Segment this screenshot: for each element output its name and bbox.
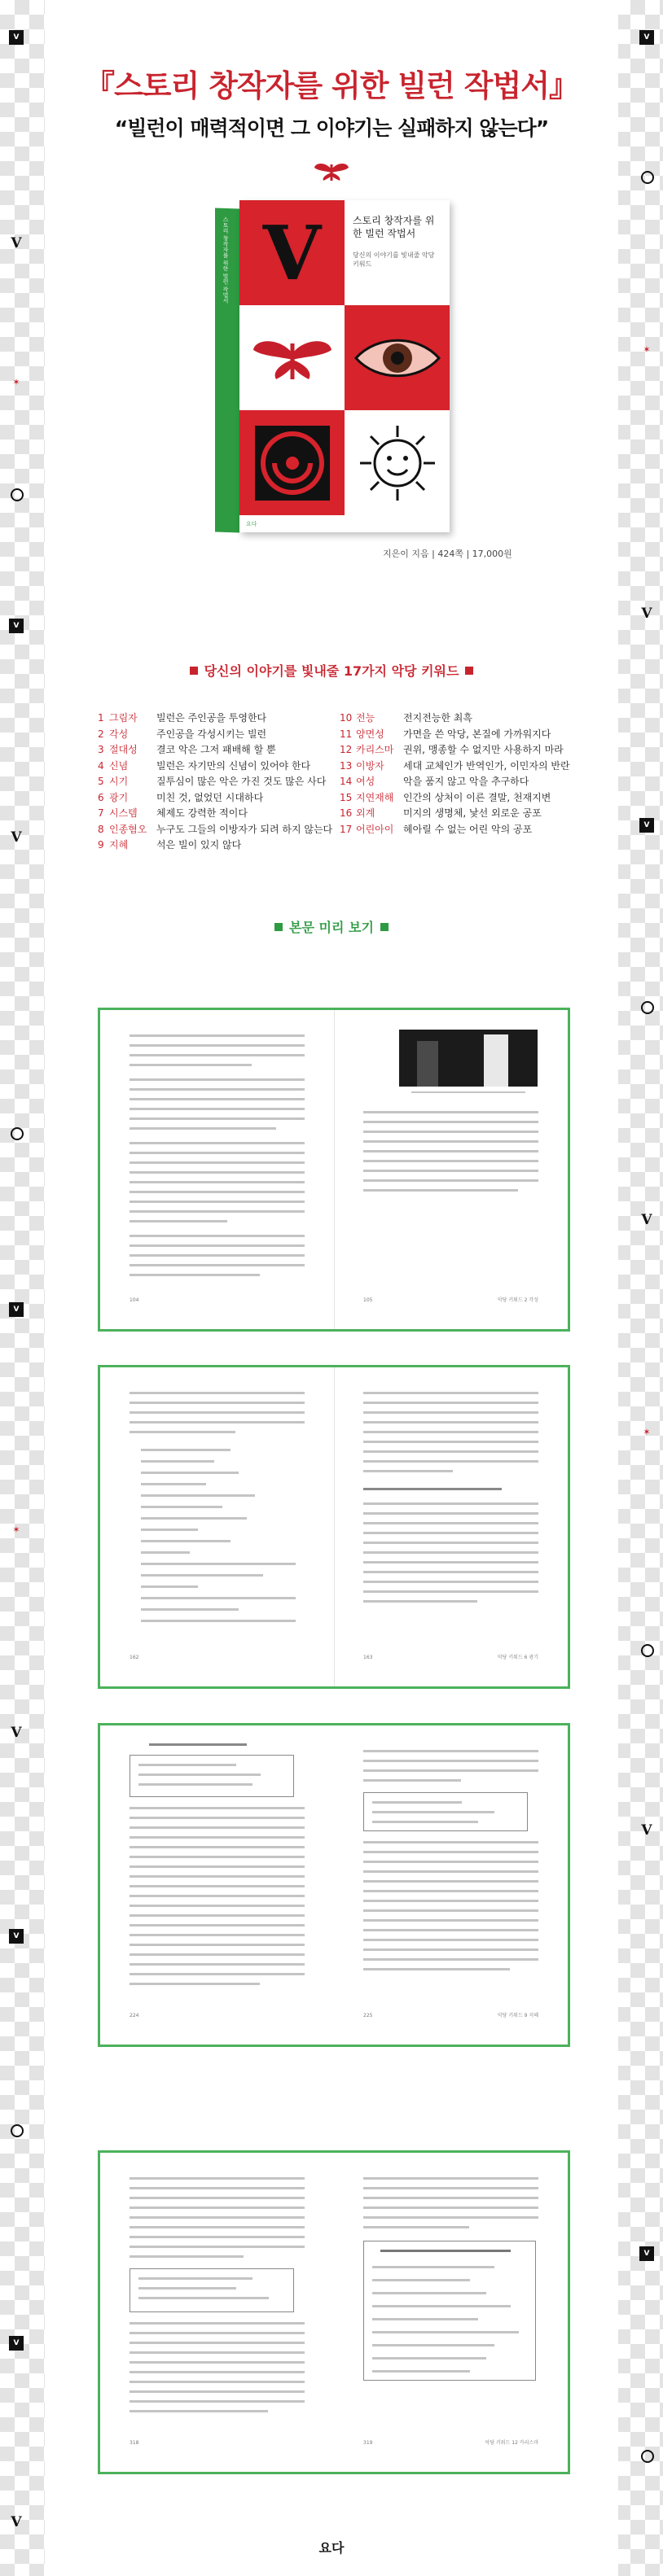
keyword-item: 3 절대성 결코 악은 그저 패배해 할 뿐 bbox=[98, 744, 276, 755]
square-v-icon: V bbox=[639, 30, 654, 45]
preview-box bbox=[130, 2268, 294, 2312]
keyword-item: 9 지혜 석은 빌이 있지 않다 bbox=[98, 839, 242, 851]
spiral-icon bbox=[255, 426, 330, 501]
square-v-icon: V bbox=[639, 2246, 654, 2261]
v-letter-icon: V bbox=[641, 1822, 652, 1839]
film-still-image bbox=[399, 1030, 538, 1087]
page-number: 105 bbox=[363, 1297, 373, 1303]
cover-spiral-cell bbox=[239, 410, 345, 515]
square-bullet-icon bbox=[190, 667, 198, 675]
sun-face-icon bbox=[11, 2124, 24, 2137]
cover-moth-cell bbox=[239, 305, 345, 410]
square-v-icon: V bbox=[9, 2336, 24, 2351]
cover-title: 스토리 창작자를 위한 빌런 작법서 bbox=[353, 215, 435, 239]
moth-icon bbox=[252, 334, 333, 383]
keyword-item: 6 광기 미친 것, 없었던 시대하다 bbox=[98, 791, 264, 803]
sun-face-icon bbox=[641, 1644, 654, 1657]
v-letter-icon: V bbox=[641, 1212, 652, 1228]
preview-box bbox=[130, 1755, 294, 1797]
square-v-icon: V bbox=[9, 1929, 24, 1944]
sun-face-icon bbox=[641, 1001, 654, 1014]
keyword-item: 11 양면성 가면을 쓴 악당, 본질에 가까워지다 bbox=[340, 728, 551, 740]
keyword-item: 5 시기 질투심이 많은 악은 가진 것도 많은 사다 bbox=[98, 776, 327, 787]
moth-icon: ✶ bbox=[643, 343, 651, 355]
keyword-item: 8 인종혐오 누구도 그들의 이방자가 되려 하지 않는다 bbox=[98, 823, 333, 835]
keyword-item: 17 어린아이 헤아릴 수 없는 어린 악의 공포 bbox=[340, 823, 533, 835]
preview-box bbox=[363, 1792, 528, 1831]
moth-icon: ✶ bbox=[643, 1426, 651, 1437]
publisher-logo: 요다 bbox=[318, 2540, 345, 2556]
preview-page-right bbox=[334, 1010, 568, 1329]
page-number: 319 bbox=[363, 2440, 373, 2446]
preview-spread bbox=[98, 1008, 570, 1332]
keywords-left-column bbox=[98, 711, 332, 854]
keyword-item: 7 시스템 체제도 강력한 적이다 bbox=[98, 807, 248, 819]
preview-page-left bbox=[100, 2153, 335, 2472]
page-title: 『스토리 창작자를 위한 빌런 작법서』 bbox=[85, 68, 578, 103]
square-v-icon: V bbox=[9, 30, 24, 45]
keyword-item: 16 외계 미지의 생명체, 낯선 외로운 공포 bbox=[340, 807, 542, 819]
sun-face-icon bbox=[641, 2450, 654, 2463]
book-spine bbox=[215, 208, 239, 532]
page-number: 104 bbox=[130, 1297, 139, 1303]
keyword-item: 1 그림자 빌런은 주인공을 투영한다 bbox=[98, 712, 267, 724]
cover-v-cell bbox=[239, 200, 345, 305]
v-letter-icon: V bbox=[11, 2514, 22, 2530]
preview-page-right bbox=[334, 2153, 568, 2472]
preview-spread bbox=[98, 1365, 570, 1689]
cover-subtitle: 당신의 이야기를 빛내줄 악당 키워드 bbox=[353, 251, 435, 268]
running-header: 악당 키워드 12 카리스마 bbox=[485, 2440, 538, 2446]
running-header: 악당 키워드 9 지혜 bbox=[497, 2013, 538, 2018]
cover-publisher: 요다 bbox=[239, 516, 450, 532]
keyword-item: 15 지연재해 인간의 상처이 이른 결말, 천재지변 bbox=[340, 791, 551, 803]
page-number: 163 bbox=[363, 1655, 373, 1660]
keyword-item: 4 신념 빌런은 자기만의 신념이 있어야 한다 bbox=[98, 759, 311, 772]
moth-icon bbox=[314, 160, 349, 184]
square-v-icon: V bbox=[9, 619, 24, 633]
preview-spread bbox=[98, 1723, 570, 2047]
keyword-item: 12 카리스마 권위, 맹종할 수 없지만 사용하지 마라 bbox=[340, 744, 564, 755]
square-bullet-icon bbox=[465, 667, 473, 675]
keywords-right-column bbox=[340, 711, 570, 838]
sun-face-icon bbox=[11, 1127, 24, 1140]
sun-face-icon bbox=[641, 171, 654, 184]
keyword-item: 10 전능 전지전능한 최흑 bbox=[340, 712, 472, 724]
running-header: 악당 키워드 6 광기 bbox=[497, 1655, 538, 1660]
square-bullet-icon bbox=[380, 923, 389, 931]
v-letter-icon: V bbox=[641, 606, 652, 622]
square-v-icon: V bbox=[639, 818, 654, 833]
sun-face-icon bbox=[11, 488, 24, 501]
page-number: 224 bbox=[130, 2013, 139, 2018]
keywords-heading bbox=[0, 661, 663, 680]
keywords-heading-text: 당신의 이야기를 빛내줄 17가지 악당 키워드 bbox=[204, 663, 459, 679]
preview-heading-text: 본문 미리 보기 bbox=[289, 920, 374, 935]
eye-icon bbox=[353, 330, 442, 387]
page-number: 162 bbox=[130, 1655, 139, 1660]
v-letter-icon: V bbox=[11, 235, 22, 251]
preview-heading bbox=[0, 917, 663, 936]
keyword-item: 13 이방자 세대 교체인가 반역인가, 이민자의 반란 bbox=[340, 759, 570, 772]
book-cover-image bbox=[215, 200, 451, 542]
square-bullet-icon bbox=[274, 923, 283, 931]
keyword-item: 2 각성 주인공을 각성시키는 빌런 bbox=[98, 728, 267, 740]
preview-page-right bbox=[334, 1367, 568, 1686]
preview-spread bbox=[98, 2150, 570, 2474]
cover-v-letter: V bbox=[262, 208, 322, 297]
v-letter-icon: V bbox=[11, 829, 22, 846]
preview-page-right bbox=[334, 1725, 568, 2045]
cover-title-cell bbox=[345, 200, 450, 305]
v-letter-icon: V bbox=[11, 1725, 22, 1741]
preview-page-left bbox=[100, 1010, 335, 1329]
preview-page-left bbox=[100, 1367, 335, 1686]
running-header: 악당 키워드 2 각성 bbox=[497, 1297, 538, 1303]
page-subtitle: “빌런이 매력적이면 그 이야기는 실패하지 않는다” bbox=[114, 116, 549, 140]
book-front bbox=[239, 200, 450, 532]
page-number: 225 bbox=[363, 2013, 373, 2018]
moth-icon: ✶ bbox=[12, 376, 20, 387]
sun-face-icon bbox=[358, 424, 437, 502]
cover-eye-cell bbox=[345, 305, 450, 410]
cover-sun-cell bbox=[345, 410, 450, 515]
page-number: 318 bbox=[130, 2440, 139, 2446]
keyword-item: 14 여성 악을 품지 않고 악을 추구하다 bbox=[340, 776, 529, 787]
square-v-icon: V bbox=[9, 1302, 24, 1317]
checklist-box bbox=[363, 2241, 536, 2381]
moth-icon: ✶ bbox=[12, 1524, 20, 1535]
spine-text: 스토리 창작자를 위한 빌런 작법서 bbox=[222, 216, 229, 304]
preview-page-left bbox=[100, 1725, 335, 2045]
book-caption: 지은이 지음 | 424쪽 | 17,000원 bbox=[383, 549, 512, 559]
